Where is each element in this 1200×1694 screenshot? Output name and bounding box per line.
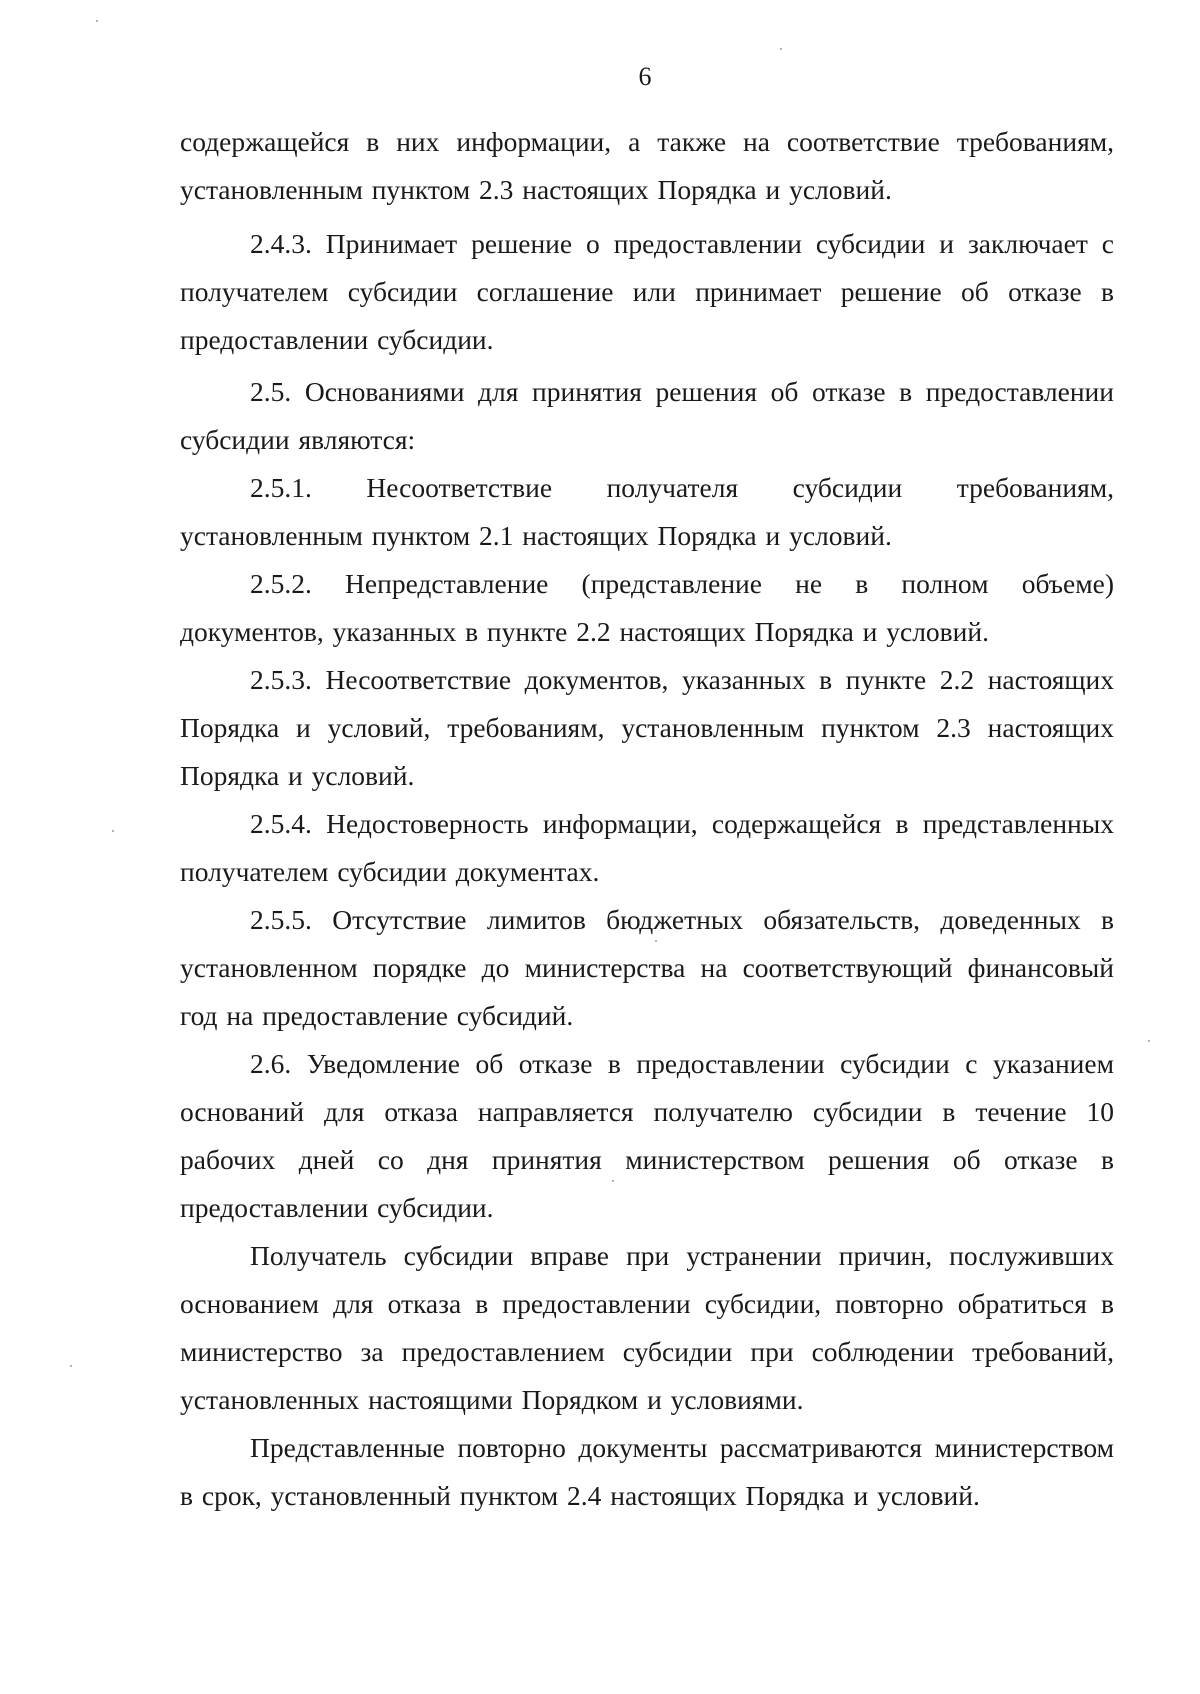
page-number: 6 bbox=[638, 62, 652, 91]
scan-speck bbox=[1148, 1040, 1150, 1042]
paragraph-2-5-2: 2.5.2. Непредставление (представление не в полном объеме) документов, указанных в пункте 2.2 настоящих Порядка и условий. bbox=[180, 568, 1114, 647]
paragraph-continuation: содержащейся в них информации, а также на соответствие требованиям, установленным пунктом 2.3 настоящих Порядка и условий. bbox=[180, 126, 1114, 205]
paragraph-2-5-4: 2.5.4. Недостоверность информации, содержащейся в представленных получателем субсидии документах. bbox=[180, 808, 1114, 887]
paragraph-2-5-5: 2.5.5. Отсутствие лимитов бюджетных обязательств, доведенных в установленном порядке до министерства на соответствующий финансовый год на предоставление субсидий. bbox=[180, 904, 1114, 1031]
scan-speck bbox=[112, 830, 114, 832]
paragraph-reapply: Получатель субсидии вправе при устранении причин, послуживших основанием для отказа в предоставлении субсидии, повторно обратиться в министерство за предоставлением субсидии при соблюдении требований, установленных настоящими Порядком и условиями. bbox=[180, 1240, 1114, 1415]
document-body bbox=[180, 118, 1114, 1520]
scan-speck bbox=[612, 1180, 614, 1182]
scan-speck bbox=[96, 20, 98, 22]
paragraph-2-4-3: 2.4.3. Принимает решение о предоставлении субсидии и заключает с получателем субсидии соглашение или принимает решение об отказе в предоставлении субсидии. bbox=[180, 228, 1114, 355]
paragraph-2-6: 2.6. Уведомление об отказе в предоставлении субсидии с указанием оснований для отказа направляется получателю субсидии в течение 10 рабочих дней со дня принятия министерством решения об отказе в предоставлении субсидии. bbox=[180, 1048, 1114, 1223]
paragraph-2-5: 2.5. Основаниями для принятия решения об отказе в предоставлении субсидии являются: bbox=[180, 376, 1114, 455]
scan-speck bbox=[655, 940, 657, 942]
paragraph-2-5-1: 2.5.1. Несоответствие получателя субсидии требованиям, установленным пунктом 2.1 настоящих Порядка и условий. bbox=[180, 472, 1114, 551]
scan-speck bbox=[70, 1365, 72, 1367]
scan-speck bbox=[780, 48, 782, 50]
paragraph-2-5-3: 2.5.3. Несоответствие документов, указанных в пункте 2.2 настоящих Порядка и условий, требованиям, установленным пунктом 2.3 настоящих Порядка и условий. bbox=[180, 664, 1114, 791]
paragraph-review: Представленные повторно документы рассматриваются министерством в срок, установленный пунктом 2.4 настоящих Порядка и условий. bbox=[180, 1432, 1114, 1511]
